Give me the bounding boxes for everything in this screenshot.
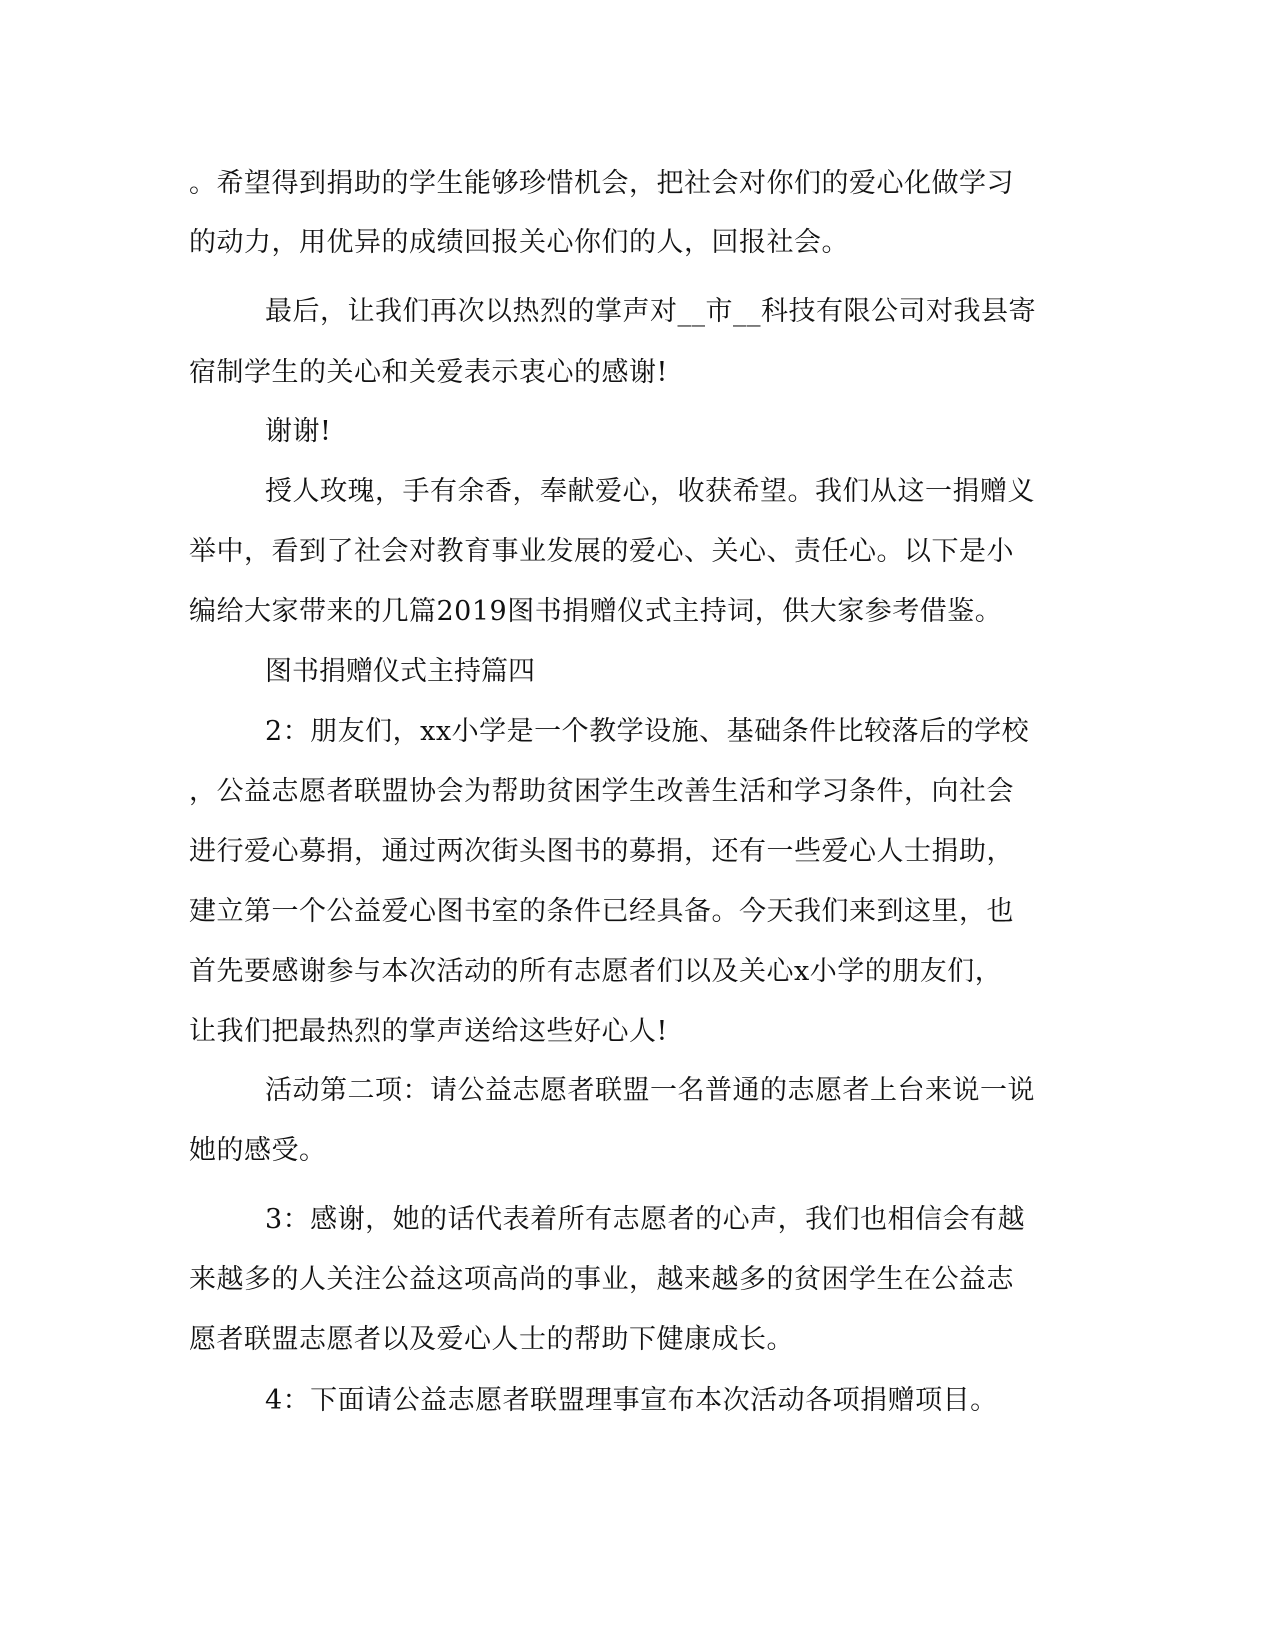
text-line: 建立第一个公益爱心图书室的条件已经具备。今天我们来到这里，也 xyxy=(189,896,1014,927)
text-line: 她的感受。 xyxy=(189,1135,327,1166)
text-line: 。希望得到捐助的学生能够珍惜机会，把社会对你们的爱心化做学习 xyxy=(189,168,1014,199)
text-line: 愿者联盟志愿者以及爱心人士的帮助下健康成长。 xyxy=(189,1324,794,1355)
text-line: 进行爱心募捐，通过两次街头图书的募捐，还有一些爱心人士捐助， xyxy=(189,836,1014,867)
text-line: 让我们把最热烈的掌声送给这些好心人! xyxy=(189,1016,668,1047)
text-line: 的动力，用优异的成绩回报关心你们的人，回报社会。 xyxy=(189,227,849,258)
text-line: 举中，看到了社会对教育事业发展的爱心、关心、责任心。以下是小 xyxy=(189,536,1014,567)
text-line: ，公益志愿者联盟协会为帮助贫困学生改善生活和学习条件，向社会 xyxy=(189,776,1014,807)
text-line: 3：感谢，她的话代表着所有志愿者的心声，我们也相信会有越 xyxy=(265,1204,1026,1235)
text-line: 活动第二项：请公益志愿者联盟一名普通的志愿者上台来说一说 xyxy=(265,1075,1035,1106)
section-title: 图书捐赠仪式主持篇四 xyxy=(265,656,535,687)
text-line: 首先要感谢参与本次活动的所有志愿者们以及关心x小学的朋友们， xyxy=(189,956,1003,987)
text-line: 2：朋友们，xx小学是一个教学设施、基础条件比较落后的学校 xyxy=(265,716,1030,747)
text-line: 宿制学生的关心和关爱表示衷心的感谢! xyxy=(189,357,668,388)
text-line: 编给大家带来的几篇2019图书捐赠仪式主持词，供大家参考借鉴。 xyxy=(189,596,1003,627)
text-line: 谢谢! xyxy=(265,416,332,447)
text-line: 授人玫瑰，手有余香，奉献爱心，收获希望。我们从这一捐赠义 xyxy=(265,476,1035,507)
text-line: 4：下面请公益志愿者联盟理事宣布本次活动各项捐赠项目。 xyxy=(265,1385,998,1416)
text-line: 来越多的人关注公益这项高尚的事业，越来越多的贫困学生在公益志 xyxy=(189,1264,1014,1295)
text-line: 最后，让我们再次以热烈的掌声对__市__科技有限公司对我县寄 xyxy=(265,296,1036,327)
